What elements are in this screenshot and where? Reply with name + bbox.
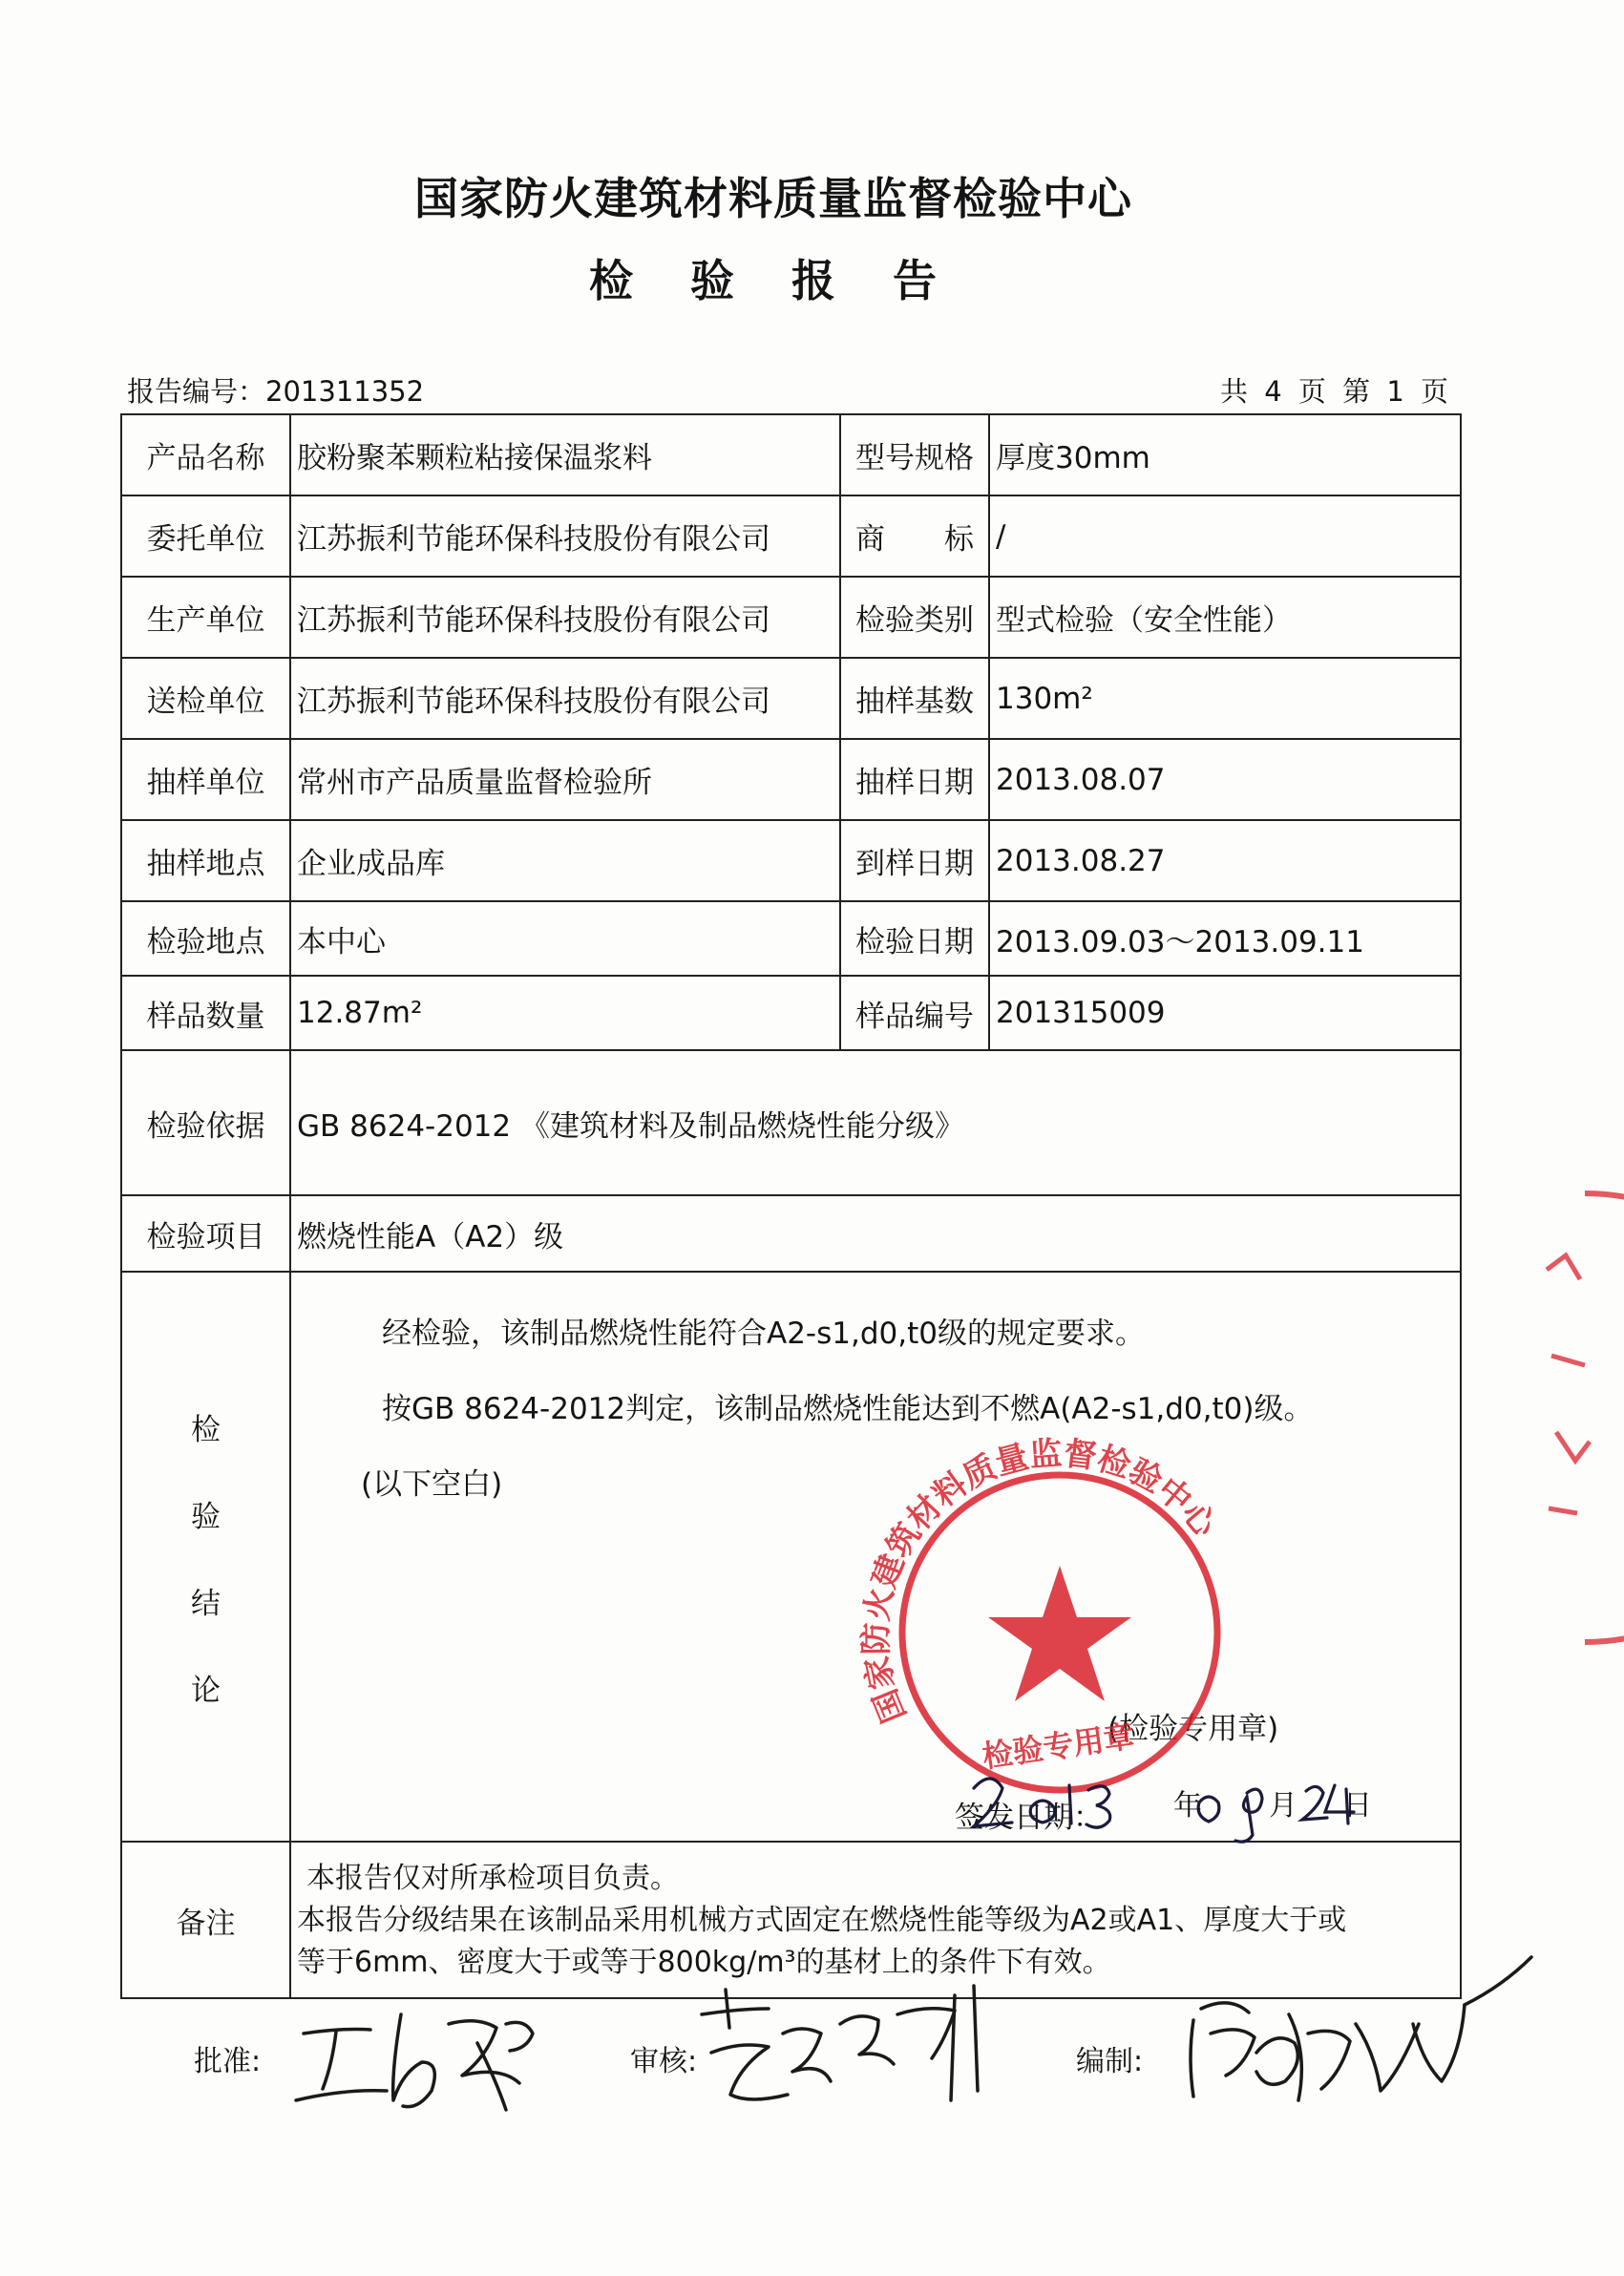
submitter-label: 送检单位 xyxy=(121,658,290,739)
report-number-value: 201311352 xyxy=(265,375,425,408)
report-number-label: 报告编号： xyxy=(127,375,266,408)
sample-base-value: 130m² xyxy=(989,658,1461,739)
svg-text:日: 日 xyxy=(1343,1789,1372,1823)
approver-signature xyxy=(296,2014,533,2110)
trademark-label: 商 标 xyxy=(840,495,989,577)
page-info: 共 4 页 第 1 页 xyxy=(1220,375,1452,408)
sampling-date-value: 2013.08.07 xyxy=(989,739,1461,820)
model-value: 厚度30mm xyxy=(989,414,1461,495)
arrival-date-value: 2013.08.27 xyxy=(989,820,1461,901)
item-value: 燃烧性能A（A2）级 xyxy=(290,1195,1461,1272)
trademark-value: / xyxy=(989,495,1461,577)
svg-text:年: 年 xyxy=(1173,1789,1202,1823)
seal-caption: (检验专用章) xyxy=(1107,1712,1279,1746)
seal-bottom-text: 检验专用章 xyxy=(980,1718,1137,1776)
client-label: 委托单位 xyxy=(121,495,290,577)
model-label: 型号规格 xyxy=(840,414,989,495)
sampler-value: 常州市产品质量监督检验所 xyxy=(290,739,840,820)
conclusion-label-char: 结 xyxy=(191,1586,221,1621)
test-type-label: 检验类别 xyxy=(840,577,989,658)
test-place-label: 检验地点 xyxy=(121,901,290,976)
svg-text:月: 月 xyxy=(1269,1789,1297,1823)
conclusion-label-char: 验 xyxy=(191,1499,221,1534)
basis-value: GB 8624-2012 《建筑材料及制品燃烧性能分级》 xyxy=(290,1050,1461,1195)
center-name: 国家防火建筑材料质量监督检验中心 xyxy=(414,173,1132,224)
sampling-date-label: 抽样日期 xyxy=(840,739,989,820)
sample-qty-label: 样品数量 xyxy=(121,976,290,1050)
compile-label: 编制: xyxy=(1076,2045,1144,2078)
conclusion-line-3: (以下空白) xyxy=(361,1467,503,1502)
remarks-line-2: 本报告分级结果在该制品采用机械方式固定在燃烧性能等级为A2或A1、厚度大于或 xyxy=(297,1904,1347,1937)
sample-qty-value: 12.87m² xyxy=(290,976,840,1050)
remarks-line-3: 等于6mm、密度大于或等于800kg/m³的基材上的条件下有效。 xyxy=(297,1946,1111,1979)
submitter-value: 江苏振利节能环保科技股份有限公司 xyxy=(290,658,840,739)
test-place-value: 本中心 xyxy=(290,901,840,976)
sample-no-label: 样品编号 xyxy=(840,976,989,1050)
issue-date-label: 签发日期： xyxy=(955,1801,1103,1835)
test-date-value: 2013.09.03～2013.09.11 xyxy=(989,901,1461,976)
sampling-place-label: 抽样地点 xyxy=(121,820,290,901)
sample-no-value: 201315009 xyxy=(989,976,1461,1050)
basis-label: 检验依据 xyxy=(121,1050,290,1195)
sample-base-label: 抽样基数 xyxy=(840,658,989,739)
item-label: 检验项目 xyxy=(121,1195,290,1272)
conclusion-label-char: 检 xyxy=(191,1412,221,1447)
official-seal xyxy=(857,1434,1225,1790)
arrival-date-label: 到样日期 xyxy=(840,820,989,901)
product-name: 胶粉聚苯颗粒粘接保温浆料 xyxy=(290,414,840,495)
remarks-line-1: 本报告仅对所承检项目负责。 xyxy=(306,1862,679,1895)
remarks-label: 备注 xyxy=(121,1842,290,1998)
review-label: 审核: xyxy=(630,2045,698,2078)
conclusion-label-char: 论 xyxy=(191,1673,221,1708)
test-date-label: 检验日期 xyxy=(840,901,989,976)
sampler-label: 抽样单位 xyxy=(121,739,290,820)
sampling-place-value: 企业成品库 xyxy=(290,820,840,901)
seal-ring-text: 国家防火建筑材料质量监督检验中心 xyxy=(856,1434,1224,1729)
document-title: 检 验 报 告 xyxy=(588,255,959,306)
client-value: 江苏振利节能环保科技股份有限公司 xyxy=(290,495,840,577)
conclusion-line-2: 按GB 8624-2012判定，该制品燃烧性能达到不燃A(A2-s1,d0,t0)级。 xyxy=(382,1392,1314,1426)
edge-seal-fragment xyxy=(1547,1193,1624,1642)
conclusion-line-1: 经检验，该制品燃烧性能符合A2-s1,d0,t0级的规定要求。 xyxy=(382,1317,1145,1351)
compiler-signature xyxy=(1191,1957,1531,2100)
manufacturer-value: 江苏振利节能环保科技股份有限公司 xyxy=(290,577,840,658)
reviewer-signature xyxy=(702,1986,978,2100)
product-name-label: 产品名称 xyxy=(121,414,290,495)
approve-label: 批准: xyxy=(194,2045,262,2078)
test-type-value: 型式检验（安全性能） xyxy=(989,577,1461,658)
manufacturer-label: 生产单位 xyxy=(121,577,290,658)
